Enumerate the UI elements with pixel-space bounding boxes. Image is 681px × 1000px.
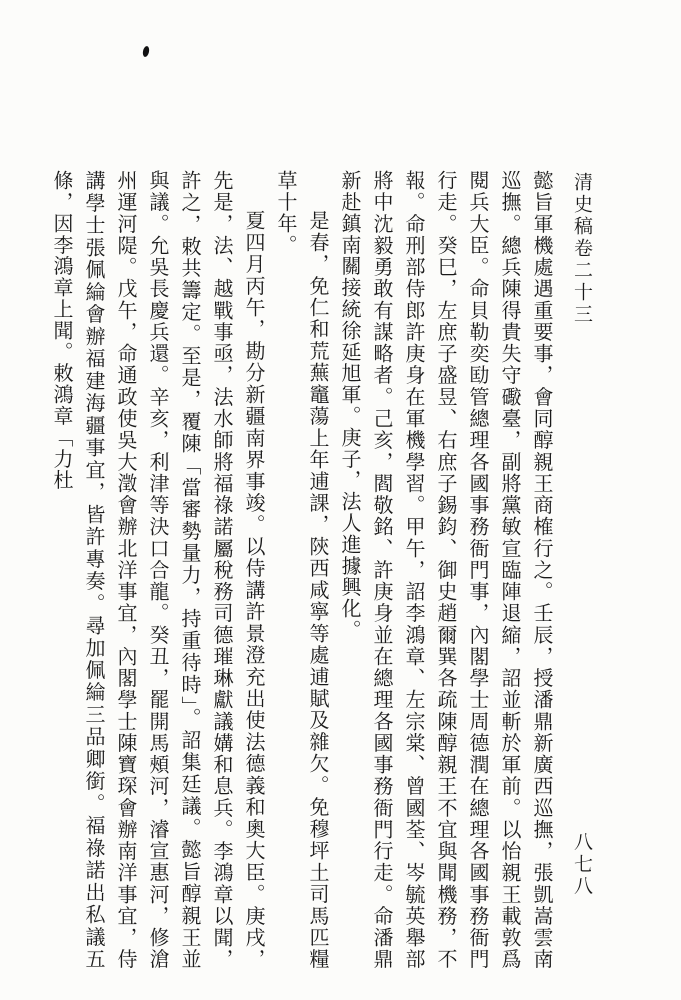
paragraph-2: 是春，免仁和荒蕪竈蕩上年逋課，陝西咸寧等處逋賦及雜欠。免穆坪土司馬匹糧草十年。 <box>274 170 330 970</box>
main-text <box>50 170 558 970</box>
paragraph-3: 夏四月丙午，勘分新疆南界事竣。以侍講許景澄充出使法德義和奧大臣。庚戌，先是，法、越戰事亟，法水師將福祿諾屬稅務司德璀琳獻議媾和息兵。李鴻章以聞，許之，敕共籌定。至是，覆陳「當審勢量力，持重待時」。詔集廷議。懿旨醇親王並與議。允吳長慶兵還。辛亥，利津等決口合龍。癸丑，罷開馬頰河，濬宣惠河，修滄州運河隄。戊午，命通政使吳大澂會辦北洋事宜，內閣學士陳寶琛會辦南洋事宜，侍講學士張佩綸會辦福建海疆事宜，皆許專奏。尋加佩綸三品卿銜。福祿諾出私議五條，因李鴻章上聞。敕鴻章「力杜 <box>50 170 266 970</box>
ink-blot <box>142 45 150 57</box>
paragraph-1: 懿旨軍機處遇重要事，會同醇親王商榷行之。壬辰，授潘鼎新廣西巡撫，張凱嵩雲南巡撫。總兵陳得貴失守礮臺，副將黨敏宣臨陣退縮，詔並斬於軍前。以怡親王載敦爲閱兵大臣。命貝勒奕劻管總理各國事務衙門事，內閣學士周德潤在總理各國事務衙門行走。癸巳，左庶子盛昱、右庶子錫鈞、御史趙爾巽各疏陳醇親王不宜與聞機務，不報。命刑部侍郎許庚身在軍機學習。甲午，詔李鴻章、左宗棠、曾國荃、岑毓英舉部將中沈毅勇敢有謀略者。己亥，閻敬銘、許庚身並在總理各國事務衙門行走。命潘鼎新赴鎮南關接統徐延旭軍。庚子，法人進據興化。 <box>338 170 554 970</box>
page-number: 八七八 <box>571 832 593 898</box>
running-header-title: 清史稿卷二十三 <box>571 172 593 326</box>
